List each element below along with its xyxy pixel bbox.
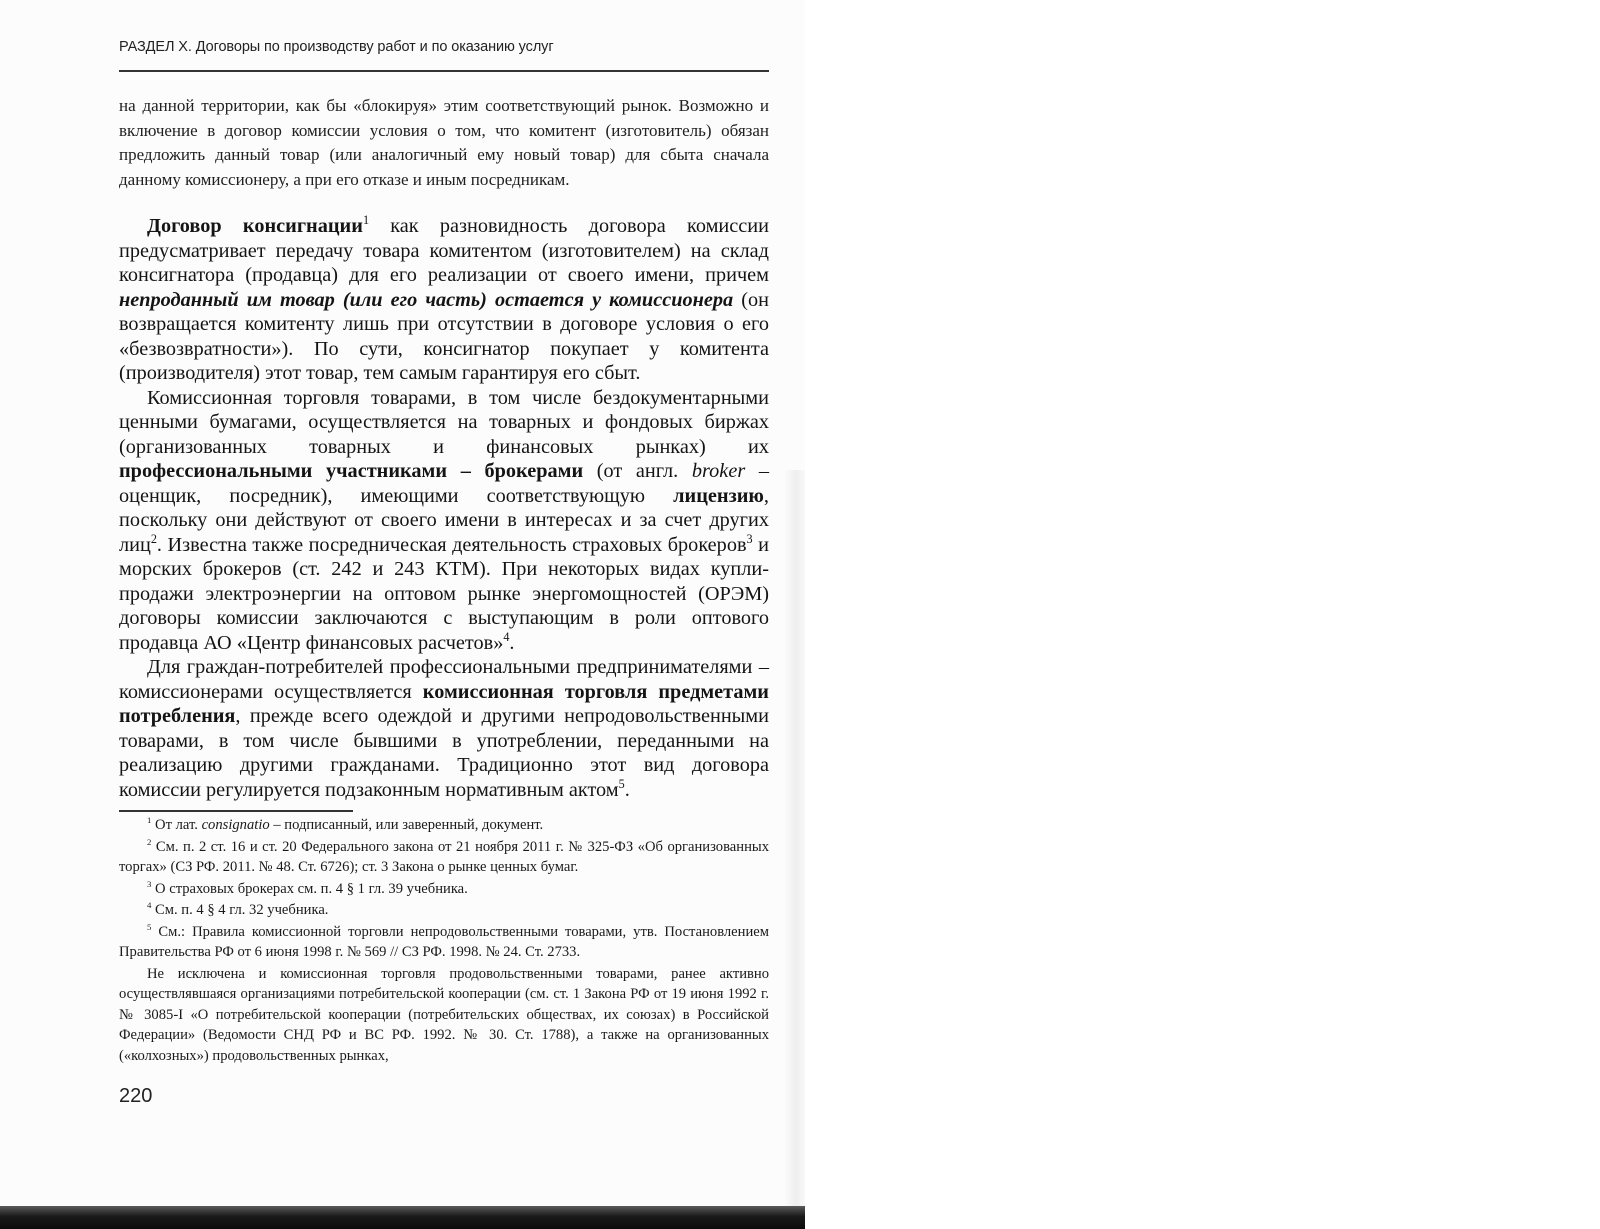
footnote-1-text-a: От лат.: [151, 817, 202, 833]
intro-paragraph: [119, 94, 769, 192]
footnotes: [119, 815, 769, 1067]
footnote-2: [119, 837, 769, 878]
blank-scan-area: [805, 0, 1600, 1229]
footnote-ref-1: 1: [362, 213, 370, 228]
paragraph-consignment: [119, 214, 769, 386]
footnote-5-continued: Не исключена и комиссионная торговля продовольственными товарами, ранее активно осуществлявшаяся организациями потребительской кооперации (см. ст. 1 Закона РФ от 19 июня 1992 г. № 3085-I «О потребительской кооперации (потребительских обществах, их союзах) в Российской Федерации» (Ведомости СНД РФ и ВС РФ. 1992. № 30. Ст. 1788), а также на организованных («колхозных») продовольственных рынках,: [119, 965, 769, 1064]
para3-text3: .: [624, 778, 630, 801]
term-consignment: Договор консигнации: [147, 215, 363, 237]
footnote-3: [119, 879, 769, 900]
para3-text2: , прежде всего одеждой и другими непродовольственными товарами, в том числе бывшими в употреблении, переданными на реализацию другими гражданами. Традиционно этот вид договора комиссии регулируется подзаконным нормативным актом: [119, 705, 769, 801]
header-rule: [119, 70, 769, 72]
footnote-3-text: О страховых брокерах см. п. 4 § 1 гл. 39 учебника.: [151, 880, 468, 897]
footnote-ref-5: 5: [618, 776, 625, 791]
para2-text1: Комиссионная торговля товарами, в том числе бездокументарными ценными бумагами, осуществляется на товарных и фондовых биржах (организованных товарных и финансовых рынках) их: [119, 386, 769, 458]
term-commission-trade: комиссионная торговля предметами потребления: [119, 680, 769, 727]
para1-emphasis: непроданный им товар (или его часть) остается у комиссионера: [119, 288, 734, 311]
footnote-5: [119, 922, 769, 963]
page-number: 220: [119, 1085, 153, 1107]
para1-text2: (он возвращается комитенту лишь при отсутствии в договоре условия о его «безвозвратности»). По сути, консигнатор покупает у комитента (производителя) этот товар, тем самым гарантируя его сбыт.: [119, 288, 769, 384]
footnote-ref-3: 3: [746, 531, 753, 546]
word-broker: broker: [691, 460, 746, 482]
footnote-ref-2: 2: [150, 531, 157, 546]
para2-text3: – оценщик, посредник), имеющими соответствующую: [119, 460, 769, 507]
footnote-4-text: См. п. 4 § 4 гл. 32 учебника.: [151, 902, 329, 918]
footnote-1-latin: consignatio: [201, 817, 270, 833]
term-license: лицензию: [673, 484, 764, 507]
para2-text4: , поскольку они действуют от своего имени в интересах и за счет других лиц: [119, 484, 769, 556]
para3-text1: Для граждан-потребителей профессиональными предпринимателями – комиссионерами осуществляется: [119, 656, 769, 703]
footnote-5-text: См.: Правила комиссионной торговли непродовольственными товарами, утв. Постановлением Правительства РФ от 6 июня 1998 г. № 569 // СЗ РФ. 1998. № 24. Ст. 2733.: [119, 923, 769, 960]
para1-text1: как разновидность договора комиссии предусматривает передачу товара комитентом (изготовителем) на склад консигнатора (продавца) для его реализации от своего имени, причем: [119, 215, 769, 286]
footnote-1-text-b: – подписанный, или заверенный, документ.: [269, 817, 544, 833]
footnote-4: [119, 900, 769, 921]
main-text: [119, 214, 769, 802]
footnote-1-number: 1: [147, 815, 152, 826]
scan-edge-shadow: [0, 1206, 805, 1229]
para2-text2: (от англ.: [583, 460, 692, 482]
para2-text7: .: [509, 631, 515, 654]
term-brokers: профессиональными участниками – брокерами: [119, 460, 584, 482]
running-header: РАЗДЕЛ X. Договоры по производству работ и по оказанию услуг: [119, 39, 554, 55]
footnote-5-number: 5: [147, 921, 152, 932]
intro-text: на данной территории, как бы «блокируя» этим соответствующий рынок. Возможно и включение в договор комиссии условия о том, что комитент (изготовитель) обязан предложить данный товар (или аналогичный ему новый товар) для сбыта сначала данному комиссионеру, а при его отказе и иным посредникам.: [119, 96, 769, 189]
footnote-1: [119, 815, 769, 836]
paragraph-consumer-goods: [119, 655, 769, 802]
footnote-ref-4: 4: [503, 629, 510, 644]
footnote-2-number: 2: [147, 836, 152, 847]
footnote-4-number: 4: [147, 900, 152, 911]
footnote-2-text: См. п. 2 ст. 16 и ст. 20 Федерального закона от 21 ноября 2011 г. № 325-ФЗ «Об организованных торгах» (СЗ РФ. 2011. № 48. Ст. 6726); ст. 3 Закона о рынке ценных бумаг.: [119, 838, 769, 875]
paragraph-brokers: [119, 386, 769, 656]
footnote-separator: [119, 810, 353, 812]
para2-text6: и морских брокеров (ст. 242 и 243 КТМ). При некоторых видах купли-продажи электроэнергии на оптовом рынке энергомощностей (ОРЭМ) договоры комиссии заключаются с выступающим в роли оптового продавца АО «Центр финансовых расчетов»: [119, 533, 769, 654]
para2-text5: . Известна также посредническая деятельность страховых брокеров: [156, 533, 747, 556]
footnote-3-number: 3: [147, 878, 152, 889]
